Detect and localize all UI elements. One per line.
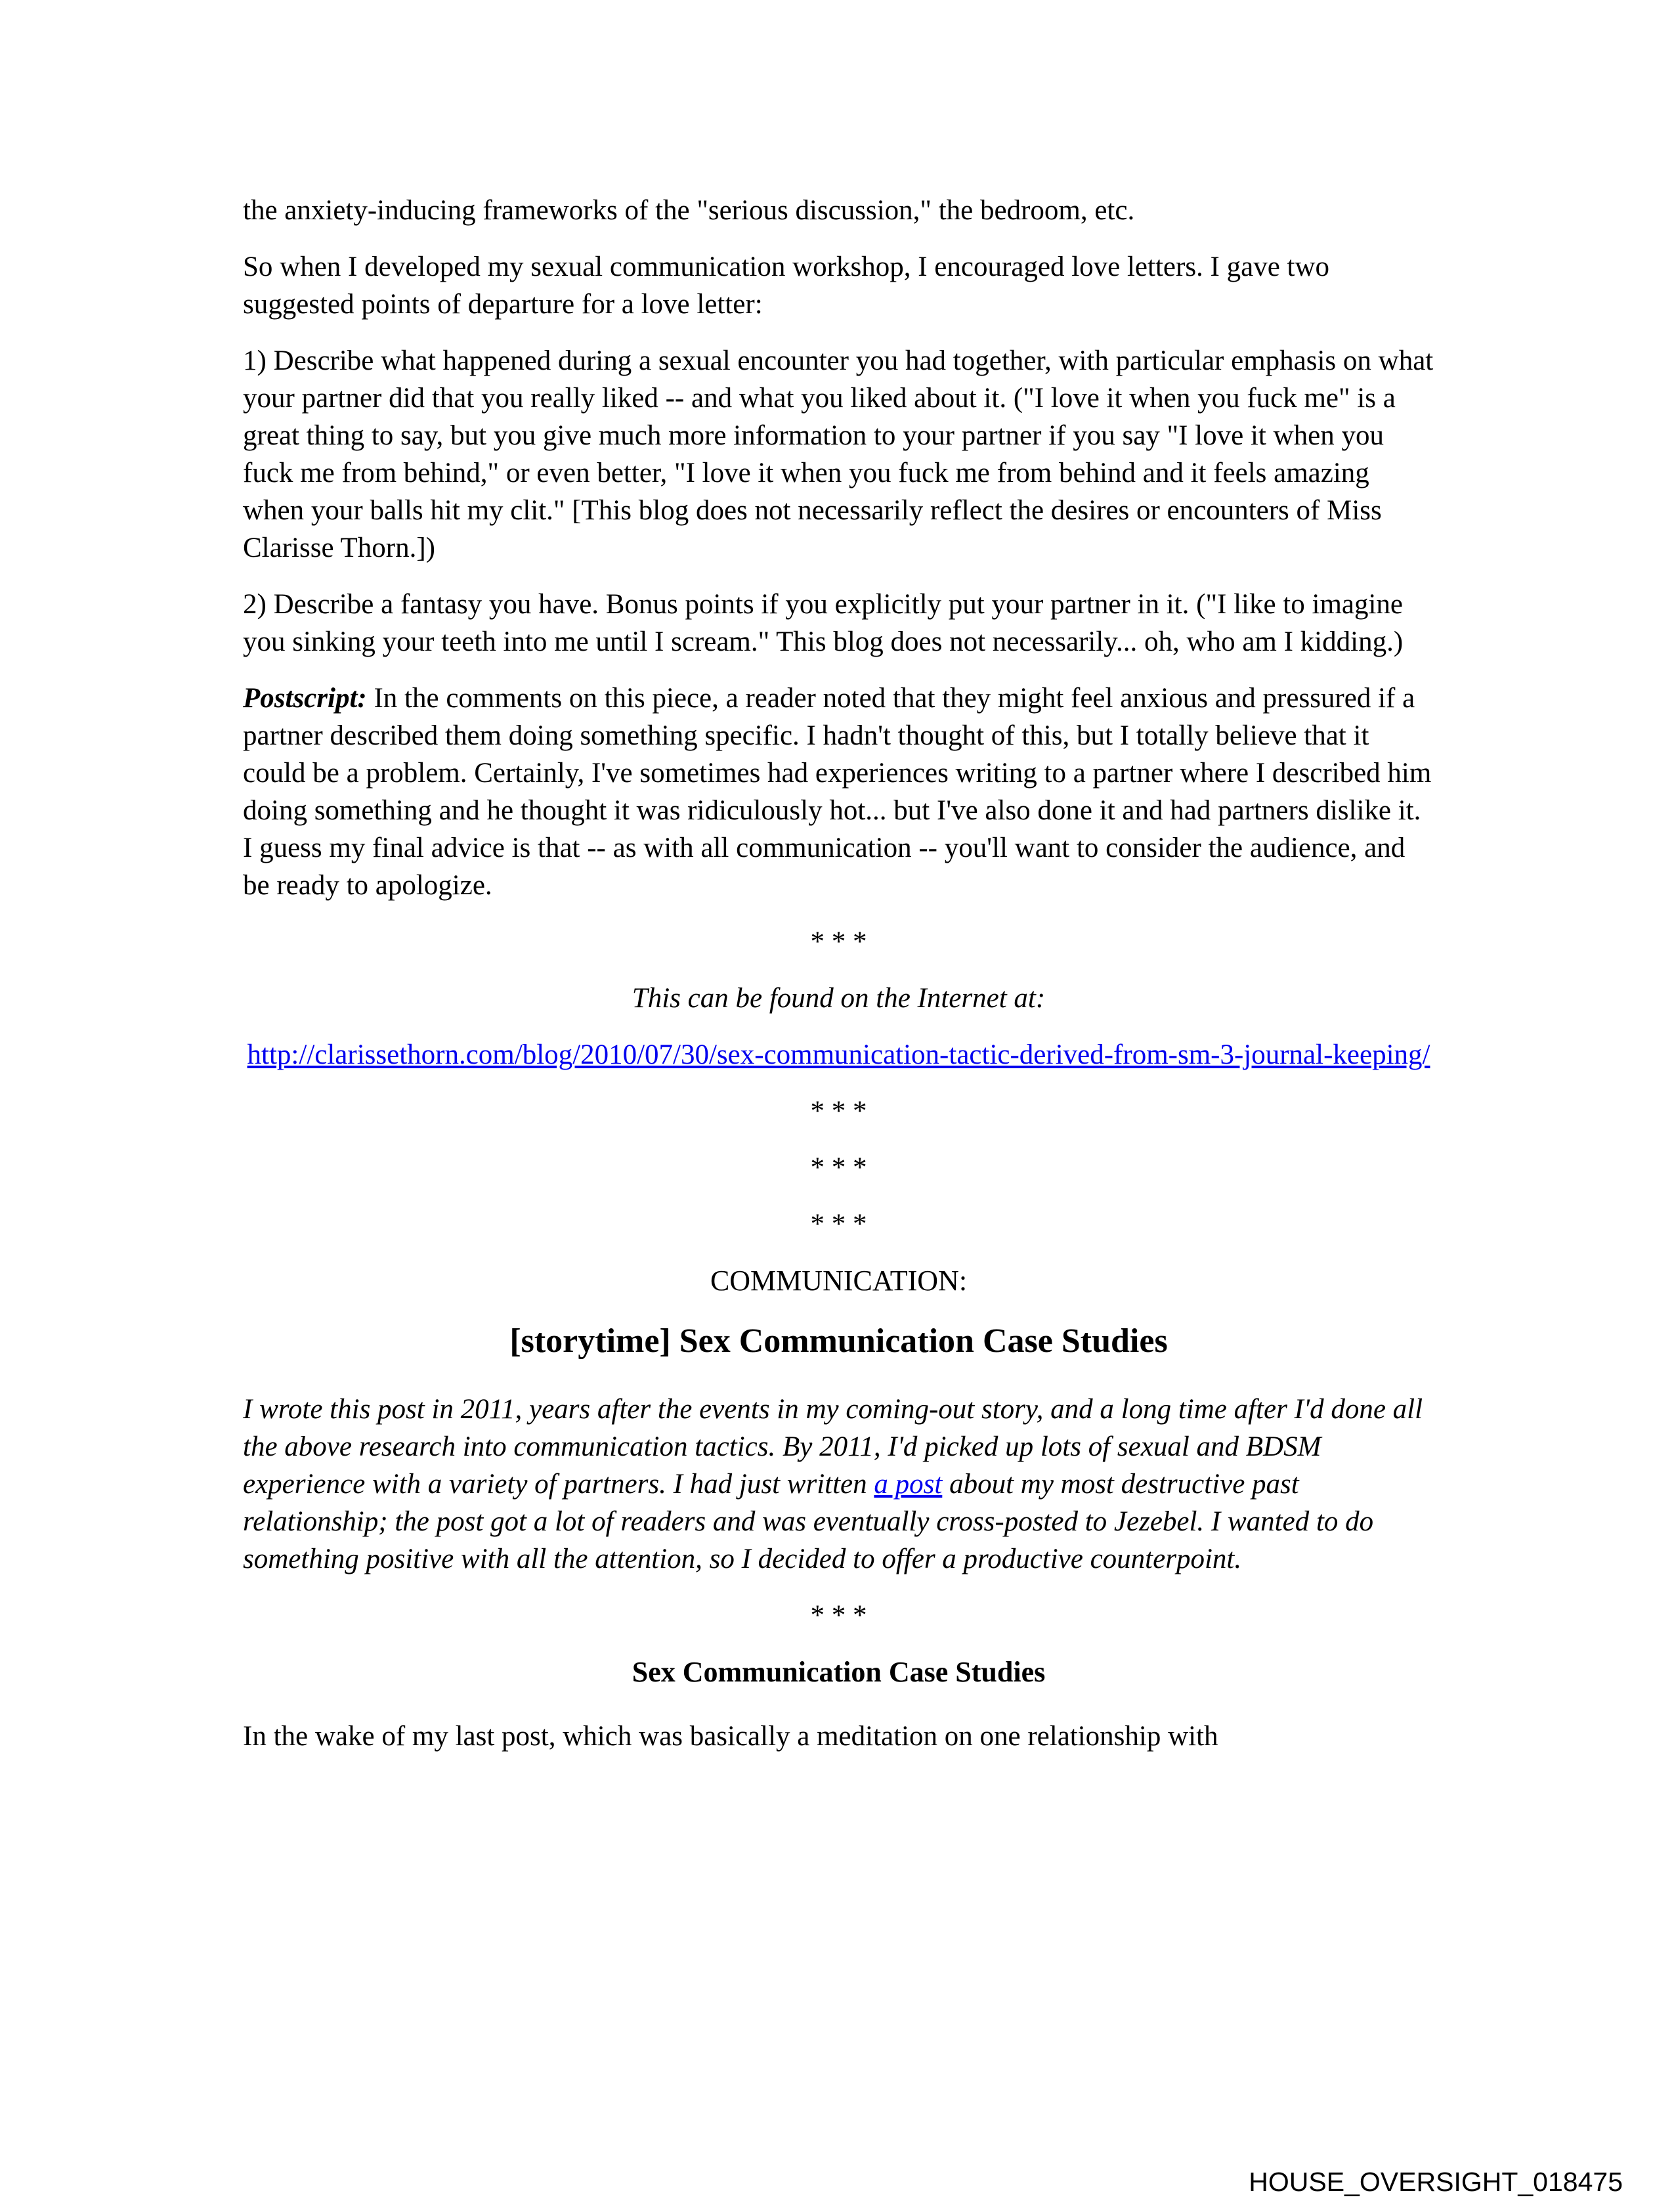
a-post-link[interactable]: a post [874,1469,943,1500]
page-content [243,192,1434,1774]
author-note-after: about my most destructive past relationship; the post got a lot of readers and was eventually cross-posted to Jezebel. I wanted to do something positive with all the attention, so I decided to offer a productive counterpoint. [243,1469,1374,1574]
paragraph-postscript [243,680,1434,904]
paragraph-workshop: So when I developed my sexual communication workshop, I encouraged love letters. I gave two suggested points of departure for a love letter: [243,251,1330,320]
author-note [243,1391,1434,1578]
section-subheading: Sex Communication Case Studies [632,1656,1046,1688]
bates-number: HOUSE_OVERSIGHT_018475 [1249,2167,1623,2197]
paragraph-point-2: 2) Describe a fantasy you have. Bonus points if you explicitly put your partner in it. ("I like to imagine you sinking your teeth into me until I scream." This blog does not necessarily... oh, who am I kidding.) [243,589,1404,657]
postscript-text: In the comments on this piece, a reader noted that they might feel anxious and pressured if a partner described them doing something specific. I hadn't thought of this, but I totally believe that it could be a problem. Certainly, I've sometimes had experiences writing to a partner where I described him doing something and he thought it was ridiculously hot... but I've also done it and had partners dislike it. I guess my final advice is that -- as with all communication -- you'll want to consider the audience, and be ready to apologize. [243,683,1432,901]
section-separator: * * * [810,1096,867,1127]
source-url-line [243,1036,1434,1073]
section-separator: * * * [810,1152,867,1183]
chapter-title: [storytime] Sex Communication Case Studies [509,1322,1168,1360]
source-url-link[interactable]: http://clarissethorn.com/blog/2010/07/30/sex-communication-tactic-derived-from-sm-3-journal-keeping/ [247,1039,1430,1070]
postscript-label: Postscript: [243,683,367,714]
internet-source-note: This can be found on the Internet at: [632,983,1046,1014]
section-kicker: COMMUNICATION: [710,1265,968,1297]
paragraph-wake: In the wake of my last post, which was basically a meditation on one relationship with [243,1721,1218,1752]
section-separator: * * * [810,1209,867,1240]
section-separator: * * * [810,1600,867,1631]
section-separator: * * * [810,926,867,957]
author-note-before: I wrote this post in 2011, years after the events in my coming-out story, and a long time after I'd done all the above research into communication tactics. By 2011, I'd picked up lots of sexual and BDSM experience with a variety of partners. I had just written [243,1394,1423,1500]
paragraph-point-1: 1) Describe what happened during a sexual encounter you had together, with particular emphasis on what your partner did that you really liked -- and what you liked about it. ("I love it when you fuck me" is a great thing to say, but you give much more information to your partner if you say "I love it when you fuck me from behind," or even better, "I love it when you fuck me from behind and it feels amazing when your balls hit my clit." [This blog does not necessarily reflect the desires or encounters of Miss Clarisse Thorn.]) [243,345,1434,563]
paragraph-continuation: the anxiety-inducing frameworks of the "serious discussion," the bedroom, etc. [243,195,1135,226]
